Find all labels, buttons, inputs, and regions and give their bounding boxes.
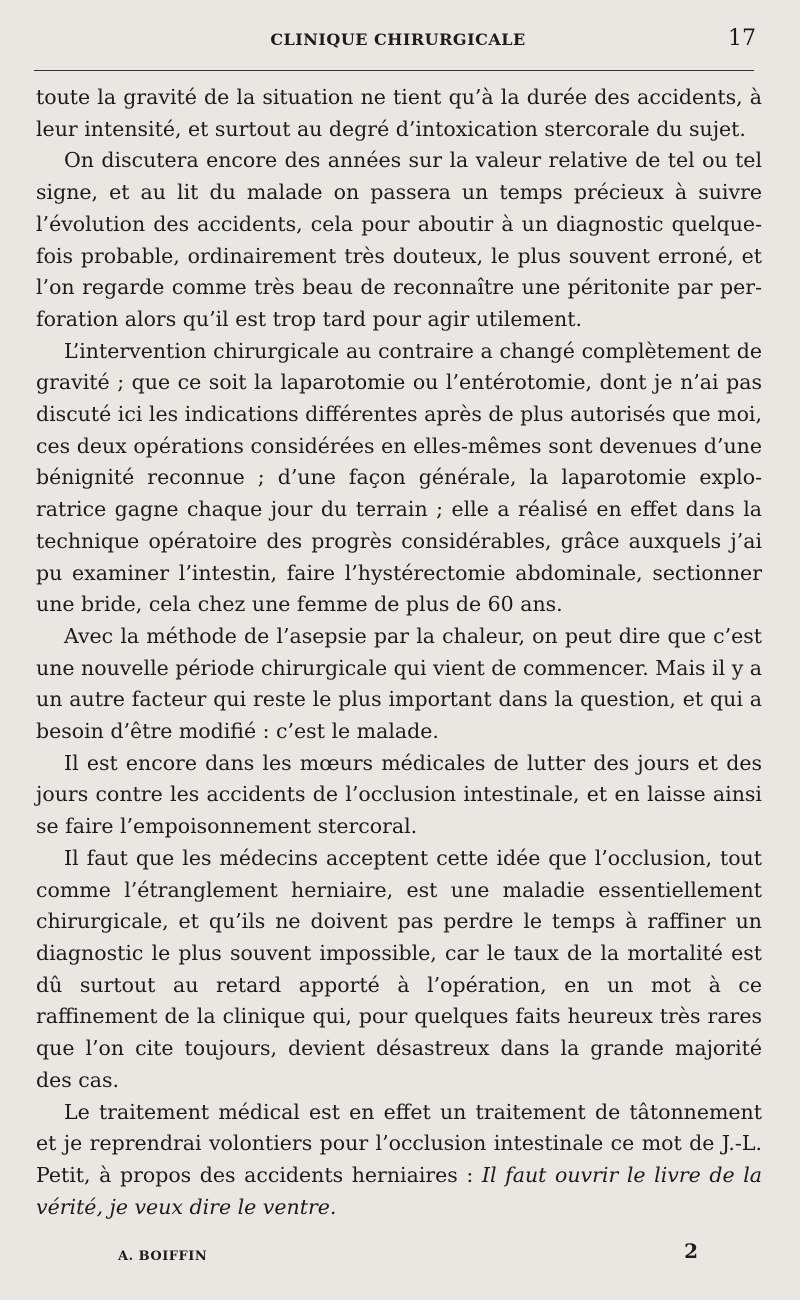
paragraph-5 [36,748,762,843]
paragraph-4-text: Avec la méthode de l’asepsie par la chaleur, on peut dire que c’est une nouvelle période chirurgicale qui vient de commencer. Mais il y a un autre facteur qui reste le plus important dans la question, et qui a besoin d’être modifié : c’est le malade. [36,623,763,744]
paragraph-6 [36,843,762,1097]
paragraph-5-text: Il est encore dans les mœurs médicales de lutter des jours et des jours contre les accidents de l’occlusion intestinale, et en laisse ainsi se faire l’empoisonnement stercoral. [36,750,762,839]
running-title: CLINIQUE CHIRURGICALE [270,30,526,49]
quotation-italic: Il faut ouvrir le livre de la vérité, je veux dire le ventre. [36,1162,762,1219]
paragraph-2 [36,145,762,335]
paragraph-1 [36,82,762,145]
page-number: 17 [728,26,756,51]
header-rule [34,70,754,71]
paragraph-4 [36,621,762,748]
paragraph-7-text: Le traitement médical est en effet un traitement de tâtonnement et je reprendrai volontiers pour l’occlusion intestinale ce mot de J.-L. Petit, à propos des accidents herniaires : [36,1099,762,1187]
paragraph-6-text: Il faut que les médecins acceptent cette idée que l’occlusion, tout comme l’étranglement herniaire, est une maladie essentiellement chirurgicale, et qu’ils ne doivent pas perdre le temps à raffiner un diagnostic le plus souvent impossible, car le taux de la mortalité est dû surtout au retard apporté à l’opération, en un mot à ce raffinement de la clinique qui, pour quelques faits heureux très rares que l’on cite toujours, devient désastreux dans la grande majorité des cas. [36,845,762,1092]
paragraph-2-text: On discutera encore des années sur la valeur relative de tel ou tel signe, et au lit du malade on passera un temps précieux à suivre l’évolution des accidents, cela pour aboutir à un diagnostic quelquefois probable, ordinairement très douteux, le plus souvent erroné, et l’on regarde comme très beau de reconnaître une péritonite par perforation alors qu’il est trop tard pour agir utilement. [36,148,762,331]
running-head [36,26,760,56]
paragraph-3 [36,336,762,621]
signature-mark: A. BOIFFIN [118,1249,208,1264]
page-footer [118,1239,698,1264]
body-text [36,82,762,1223]
paragraph-1-text: toute la gravité de la situation ne tient qu’à la durée des accidents, à leur intensité, et surtout au degré d’intoxication stercorale du sujet. [36,85,762,141]
paragraph-3-text: L’intervention chirurgicale au contraire a changé complètement de gravité ; que ce soit la laparotomie ou l’entérotomie, dont je n’ai pas discuté ici les indications différentes après de plus autorisés que moi, ces deux opérations considérées en elles-mêmes sont devenues d’une bénignité reconnue ; d’une façon générale, la laparotomie exploratrice gagne chaque jour du terrain ; elle a réalisé en effet dans la technique opératoire des progrès considérables, grâce auxquels j’ai pu examiner l’intestin, faire l’hystérectomie abdominale, sectionner une bride, cela chez une femme de plus de 60 ans. [36,338,762,617]
sheet-number: 2 [684,1239,698,1263]
paragraph-7 [36,1097,762,1224]
